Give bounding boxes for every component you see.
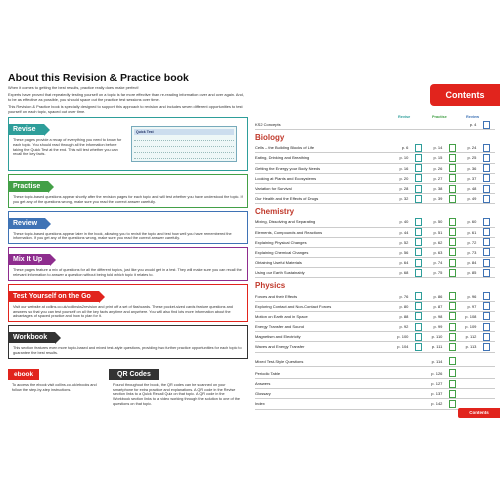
checkbox[interactable] (415, 312, 422, 320)
checkbox[interactable] (483, 323, 490, 331)
checkbox[interactable] (449, 312, 456, 320)
toc-topic: Exploring Contact and Non-Contact Forces (255, 303, 332, 309)
checkbox[interactable] (449, 369, 456, 377)
toc-col (427, 174, 461, 182)
toc-page: p. 62 (433, 239, 443, 245)
section-tab: Test Yourself on the Go (9, 291, 99, 302)
toc-page: p. 88 (399, 313, 409, 319)
qr-block (109, 363, 244, 409)
toc-page: p. 4 (469, 122, 477, 128)
checkbox[interactable] (449, 333, 456, 341)
toc-col (461, 238, 495, 246)
toc-topic: Cells – the Building Blocks of Life (255, 145, 315, 151)
toc-page: p. 111 (431, 344, 443, 350)
checkbox[interactable] (483, 248, 490, 256)
contents-page (255, 120, 495, 410)
toc-page: p. 100 (397, 334, 409, 340)
toc-page: p. 60 (467, 219, 477, 225)
checkbox[interactable] (449, 343, 456, 351)
section-practise (8, 174, 248, 208)
toc-row (255, 291, 495, 301)
checkbox[interactable] (449, 380, 456, 388)
toc-topic: Our Health and the Effects of Drugs (255, 196, 319, 202)
section-tab: Workbook (9, 332, 55, 343)
toc-col (393, 302, 427, 310)
toc-row (255, 194, 495, 204)
checkbox[interactable] (483, 333, 490, 341)
checkbox[interactable] (449, 154, 456, 162)
toc-page: p. 76 (399, 293, 409, 299)
toc-page: p. 92 (399, 324, 409, 330)
toc-col (461, 228, 495, 236)
checkbox[interactable] (483, 302, 490, 310)
toc-page: p. 39 (433, 196, 443, 202)
toc-row (255, 258, 495, 268)
toc-row (255, 164, 495, 174)
toc-col (461, 185, 495, 193)
toc-col (461, 269, 495, 277)
checkbox[interactable] (415, 218, 422, 226)
checkbox[interactable] (415, 154, 422, 162)
toc-row (255, 238, 495, 248)
checkbox[interactable] (483, 269, 490, 277)
checkbox[interactable] (449, 357, 456, 365)
ebook-badge: ebook (8, 369, 39, 380)
toc-col (393, 164, 427, 172)
toc-col (461, 343, 495, 351)
section-heading: Chemistry (255, 207, 295, 217)
toc-col (461, 121, 495, 129)
about-page (8, 72, 248, 409)
col-title-practise: Practise (432, 115, 447, 119)
toc-row (255, 342, 495, 352)
section-heading: Biology (255, 133, 285, 143)
checkbox[interactable] (415, 174, 422, 182)
toc-page: p. 80 (399, 303, 409, 309)
toc-col (427, 154, 461, 162)
toc-page: p. 137 (431, 391, 443, 397)
toc-topic: Eating, Drinking and Breathing (255, 155, 310, 161)
toc-col (427, 144, 461, 152)
toc-row (255, 322, 495, 332)
toc-page: p. 113 (465, 344, 477, 350)
toc-topic: Getting the Energy your Body Needs (255, 165, 321, 171)
toc-page: p. 97 (467, 303, 477, 309)
section-text: Visit our website at collins.co.uk/collinsks2revision and print off a set of flashcards. These pocket-sized cards feature questions and answers so that you can test yourself on all the key facts anytime and anywhere. You will also find lots more information about the advantages of spaced practice and how to plan for it. (13, 304, 233, 319)
toc-page: p. 51 (433, 229, 443, 235)
toc-col (427, 323, 461, 331)
checkbox[interactable] (483, 144, 490, 152)
toc-col (427, 292, 461, 300)
page-title: About this Revision & Practice book (8, 72, 189, 84)
section-text: These topic-based questions appear later in the book, allowing you to revisit the topic and test how well you have remembered the information. If you get any of the questions wrong, make sure you read the correct answer carefully. (13, 231, 232, 241)
toc-page: p. 61 (467, 229, 477, 235)
qr-badge: QR Codes (109, 369, 159, 380)
checkbox[interactable] (483, 174, 490, 182)
section-review (8, 211, 248, 245)
toc-topic: Mixed Test-Style Questions (255, 358, 304, 364)
toc-page: p. 25 (467, 155, 477, 161)
toc-col (393, 154, 427, 162)
checkbox[interactable] (415, 333, 422, 341)
checkbox[interactable] (415, 302, 422, 310)
toc-page: p. 109 (465, 324, 477, 330)
section-workbook (8, 325, 248, 359)
intro-3: This Revision & Practice book is specially designed to support this approach to revision and includes seven different opportunities to test yourself on each topic, spaced out over time. (8, 104, 243, 114)
toc-col (427, 164, 461, 172)
toc-page: p. 63 (433, 249, 443, 255)
toc-page: p. 10 (399, 155, 409, 161)
checkbox[interactable] (449, 292, 456, 300)
toc-page: p. 104 (397, 344, 409, 350)
col-title-review: Review (466, 115, 480, 119)
checkbox[interactable] (415, 259, 422, 267)
toc-page: p. 37 (467, 175, 477, 181)
checkbox[interactable] (415, 144, 422, 152)
toc-topic: Using our Earth Sustainably (255, 270, 305, 276)
toc-page: p. 112 (465, 334, 477, 340)
toc-page: p. 26 (433, 165, 443, 171)
toc-topic: KS2 Concepts (255, 122, 281, 128)
toc-col (393, 174, 427, 182)
toc-col (393, 195, 427, 203)
toc-col (461, 195, 495, 203)
checkbox[interactable] (449, 400, 456, 408)
section-text: This section features even more topic-based and mixed test-style questions, providing two further practice opportunities for each topic to guarantee the best results. (13, 346, 242, 355)
toc-col (461, 154, 495, 162)
toc-col (427, 195, 461, 203)
qr-text: Found throughout the book, the QR codes can be scanned on your smartphone for extra practice and explanations. A QR code in the Revise section links to a Quick Recall Quiz on that topic. A QR code in the Workbook section links to a video working through the solution to one of the questions on that topic. (113, 382, 240, 406)
toc-row (255, 120, 495, 130)
toc-col (427, 333, 461, 341)
toc-row (255, 379, 495, 389)
toc-page: p. 24 (467, 145, 477, 151)
checkbox[interactable] (483, 154, 490, 162)
checkbox[interactable] (415, 269, 422, 277)
section-test-yourself-on-the-go (8, 284, 248, 322)
toc-topic: Elements, Compounds and Reactions (255, 229, 323, 235)
toc-page: p. 28 (399, 186, 409, 192)
toc-page: p. 142 (431, 401, 443, 407)
section-heading: Physics (255, 281, 286, 291)
toc-topic: Energy Transfer and Sound (255, 324, 304, 330)
toc-col (427, 380, 461, 388)
toc-page: p. 50 (433, 219, 443, 225)
checkbox[interactable] (449, 144, 456, 152)
section-tab: Mix It Up (9, 254, 50, 265)
checkbox[interactable] (449, 302, 456, 310)
toc-col (461, 302, 495, 310)
toc-page: p. 84 (467, 260, 477, 266)
toc-row (255, 357, 495, 367)
checkbox[interactable] (415, 238, 422, 246)
col-title-revise: Revise (398, 115, 411, 119)
toc-col (461, 312, 495, 320)
checkbox[interactable] (415, 292, 422, 300)
toc-row (255, 153, 495, 163)
checkbox[interactable] (483, 195, 490, 203)
toc-page: p. 68 (399, 270, 409, 276)
toc-page: p. 40 (399, 219, 409, 225)
toc-row (255, 217, 495, 227)
toc-page: p. 114 (431, 358, 443, 364)
toc-col (461, 259, 495, 267)
quick-test-box (131, 126, 237, 162)
toc-col (393, 185, 427, 193)
toc-page: p. 6 (401, 145, 409, 151)
toc-col (427, 400, 461, 408)
toc-col (427, 218, 461, 226)
toc-row (255, 369, 495, 379)
toc-topic: Obtaining Useful Materials (255, 260, 302, 266)
checkbox[interactable] (449, 323, 456, 331)
toc-col (427, 369, 461, 377)
toc-row (255, 312, 495, 322)
toc-col (461, 323, 495, 331)
section-mix-it-up (8, 247, 248, 281)
checkbox[interactable] (449, 228, 456, 236)
toc-page: p. 86 (433, 293, 443, 299)
toc-topic: Waves and Energy Transfer (255, 344, 305, 350)
toc-topic: Variation for Survival (255, 186, 292, 192)
checkbox[interactable] (483, 185, 490, 193)
toc-topic: Mixing, Dissolving and Separating (255, 219, 316, 225)
toc-page: p. 56 (399, 249, 409, 255)
section-tab: Practise (9, 181, 48, 192)
checkbox[interactable] (415, 228, 422, 236)
toc-topic: Explaining Physical Changes (255, 239, 307, 245)
toc-col (393, 248, 427, 256)
toc-col (461, 248, 495, 256)
toc-topic: Index (255, 401, 265, 407)
section-tab: Revise (9, 124, 44, 135)
toc-page: p. 20 (399, 175, 409, 181)
quick-test-line (134, 153, 234, 159)
toc-page: p. 15 (433, 155, 443, 161)
toc-row (255, 174, 495, 184)
toc-col (427, 238, 461, 246)
toc-page: p. 127 (431, 381, 443, 387)
toc-page: p. 74 (433, 260, 443, 266)
checkbox[interactable] (449, 164, 456, 172)
toc-topic: Forces and their Effects (255, 293, 298, 299)
checkbox[interactable] (483, 343, 490, 351)
contents-tab: Contents (430, 84, 500, 106)
toc-page: p. 99 (433, 324, 443, 330)
checkbox[interactable] (483, 164, 490, 172)
toc-col (461, 218, 495, 226)
toc-col (427, 312, 461, 320)
toc-page: p. 85 (467, 270, 477, 276)
checkbox[interactable] (449, 174, 456, 182)
intro-2: Experts have proved that repeatedly testing yourself on a topic is far more effective than re-reading information over and over again. And, to be as effective as possible, you should space out the practice test sessions over time. (8, 92, 244, 102)
toc-col (393, 218, 427, 226)
toc-page: p. 48 (467, 186, 477, 192)
toc-row (255, 228, 495, 238)
toc-col (427, 259, 461, 267)
checkbox[interactable] (449, 248, 456, 256)
toc-col (393, 343, 427, 351)
toc-row (255, 143, 495, 153)
toc-col (393, 312, 427, 320)
toc-row (255, 268, 495, 278)
checkbox[interactable] (415, 185, 422, 193)
toc-col (393, 228, 427, 236)
checkbox[interactable] (449, 218, 456, 226)
toc-page: p. 38 (433, 186, 443, 192)
section-text: These pages provide a recap of everything you need to know for each topic. You should read through all the information before taking the Quick Test at the end. This will test whether you can recall the key facts. (13, 138, 122, 157)
toc-row (255, 389, 495, 399)
toc-page: p. 126 (431, 370, 443, 376)
toc-col (427, 185, 461, 193)
checkbox[interactable] (483, 228, 490, 236)
toc-col (393, 238, 427, 246)
checkbox[interactable] (449, 185, 456, 193)
toc-row (255, 248, 495, 258)
section-text: These pages feature a mix of questions for all the different topics, just like you would get in a test. They will make sure you can recall the relevant information to answer a question without being told which topic it relates to. (13, 268, 242, 277)
toc-topic: Magnetism and Electricity (255, 334, 301, 340)
toc-col (461, 164, 495, 172)
toc-page: p. 49 (467, 196, 477, 202)
toc-col (427, 269, 461, 277)
toc-col (461, 174, 495, 182)
intro-1: When it comes to getting the best results, practice really does make perfect! (8, 85, 139, 90)
checkbox[interactable] (483, 238, 490, 246)
section-revise (8, 117, 248, 171)
toc-topic: Answers (255, 381, 271, 387)
checkbox[interactable] (415, 343, 422, 351)
toc-col (461, 333, 495, 341)
toc-col (427, 302, 461, 310)
section-tab: Review (9, 218, 45, 229)
toc-page: p. 73 (467, 249, 477, 255)
toc-col (393, 259, 427, 267)
toc-col (393, 144, 427, 152)
toc-page: p. 32 (399, 196, 409, 202)
toc-page: p. 72 (467, 239, 477, 245)
toc-topic: Periodic Table (255, 370, 281, 376)
toc-col (427, 343, 461, 351)
checkbox[interactable] (449, 259, 456, 267)
toc-page: p. 96 (467, 293, 477, 299)
toc-topic: Looking at Plants and Ecosystems (255, 175, 317, 181)
toc-col (461, 144, 495, 152)
toc-row (255, 332, 495, 342)
toc-col (393, 292, 427, 300)
checkbox[interactable] (415, 323, 422, 331)
toc-topic: Explaining Chemical Changes (255, 249, 309, 255)
toc-page: p. 27 (433, 175, 443, 181)
toc-col (427, 228, 461, 236)
toc-page: p. 14 (433, 145, 443, 151)
toc-row (255, 184, 495, 194)
toc-col (427, 248, 461, 256)
checkbox[interactable] (449, 195, 456, 203)
toc-page: p. 98 (433, 313, 443, 319)
checkbox[interactable] (483, 312, 490, 320)
checkbox[interactable] (483, 218, 490, 226)
bottom-row (8, 363, 248, 409)
section-text: These topic-based questions appear shortly after the revision pages for each topic and will test whether you have understood the topic. If you get any of the questions wrong, make sure you read the correct answer carefully. (13, 195, 243, 204)
toc-topic: Glossary (255, 391, 271, 397)
checkbox[interactable] (449, 238, 456, 246)
toc-topic: Motion on Earth and in Space (255, 313, 308, 319)
toc-page: p. 87 (433, 303, 443, 309)
checkbox[interactable] (483, 259, 490, 267)
toc-col (427, 357, 461, 365)
toc-page: p. 44 (399, 229, 409, 235)
toc-page: p. 52 (399, 239, 409, 245)
checkbox[interactable] (483, 292, 490, 300)
ebook-block (8, 363, 103, 409)
toc-page: p. 36 (467, 165, 477, 171)
toc-col (461, 292, 495, 300)
toc-col (393, 333, 427, 341)
toc-col (427, 390, 461, 398)
toc-page: p. 64 (399, 260, 409, 266)
toc-page: p. 16 (399, 165, 409, 171)
footer-contents-tab: Contents (458, 408, 500, 418)
checkbox[interactable] (415, 248, 422, 256)
toc-row (255, 302, 495, 312)
quick-test-title: Quick Test (134, 129, 234, 135)
toc-page: p. 75 (433, 270, 443, 276)
toc-page: p. 108 (465, 313, 477, 319)
checkbox[interactable] (449, 269, 456, 277)
toc-page: p. 110 (431, 334, 443, 340)
toc-col (393, 269, 427, 277)
toc-col (393, 323, 427, 331)
checkbox[interactable] (415, 195, 422, 203)
checkbox[interactable] (449, 390, 456, 398)
checkbox[interactable] (483, 121, 490, 129)
ebook-text: To access the ebook visit collins.co.uk/ebooks and follow the step-by-step instructions. (12, 382, 97, 392)
checkbox[interactable] (415, 164, 422, 172)
